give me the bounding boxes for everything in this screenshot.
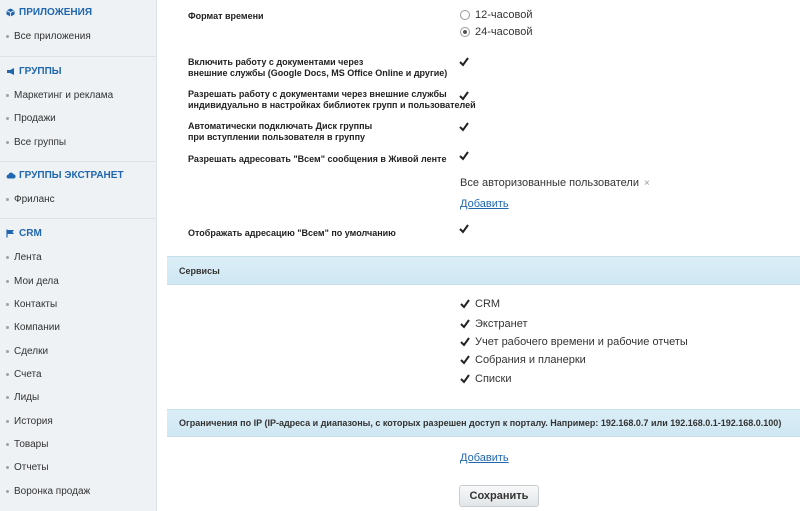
lib-docs-label: Разрешать работу с документами через внешние службы индивидуально в настройках библиотек групп и пользователей <box>188 89 476 110</box>
checkbox-checked-icon[interactable] <box>460 299 470 309</box>
sidebar-item-deals[interactable]: Сделки <box>6 346 48 357</box>
megaphone-icon <box>6 67 15 76</box>
cube-icon <box>6 8 15 17</box>
bullet-icon <box>6 35 9 38</box>
default-all-label: Отображать адресацию "Всем" по умолчанию <box>188 228 396 238</box>
bullet-icon <box>6 94 9 97</box>
add-ip-link[interactable]: Добавить <box>460 452 509 464</box>
time-format-label: Формат времени <box>188 11 264 21</box>
bullet-icon <box>6 326 9 329</box>
bullet-icon <box>6 373 9 376</box>
bullet-icon <box>6 141 9 144</box>
sidebar-section-crm[interactable]: CRM <box>6 228 42 239</box>
bullet-icon <box>6 350 9 353</box>
sidebar-item-sales[interactable]: Продажи <box>6 113 56 124</box>
sidebar-item-contacts[interactable]: Контакты <box>6 299 57 310</box>
sidebar-item-freelance[interactable]: Фриланс <box>6 194 55 205</box>
sidebar-item-reports[interactable]: Отчеты <box>6 462 49 473</box>
bullet-icon <box>6 117 9 120</box>
service-meetings[interactable]: Собрания и планерки <box>460 354 586 366</box>
add-recipient-link[interactable]: Добавить <box>460 198 509 210</box>
sidebar-item-sales-funnel[interactable]: Воронка продаж <box>6 486 90 497</box>
checkbox-checked-icon[interactable] <box>460 319 470 329</box>
sidebar-item-all-groups[interactable]: Все группы <box>6 137 66 148</box>
bullet-icon <box>6 396 9 399</box>
bullet-icon <box>6 303 9 306</box>
sidebar-item-companies[interactable]: Компании <box>6 322 60 333</box>
ip-restrictions-header: Ограничения по IP (IP-адреса и диапазоны, с которых разрешен доступ к порталу. Например: 192.168.0.7 или 192.168.0.1-192.168.0.100) <box>167 409 800 437</box>
remove-tag-icon[interactable]: × <box>643 177 650 189</box>
lib-docs-checkbox[interactable] <box>459 91 469 101</box>
address-all-checkbox[interactable] <box>459 151 469 161</box>
sidebar <box>0 0 157 511</box>
ext-docs-label: Включить работу с документами через внешние службы (Google Docs, MS Office Online и другие) <box>188 57 448 78</box>
bullet-icon <box>6 198 9 201</box>
sidebar-section-apps[interactable]: ПРИЛОЖЕНИЯ <box>6 7 92 18</box>
radio-24h[interactable]: 24-часовой <box>460 26 532 38</box>
disk-checkbox[interactable] <box>459 122 469 132</box>
bullet-icon <box>6 466 9 469</box>
sidebar-item-my-tasks[interactable]: Мои дела <box>6 276 59 287</box>
service-crm[interactable]: CRM <box>460 298 500 310</box>
sidebar-section-extranet[interactable]: ГРУППЫ ЭКСТРАНЕТ <box>6 170 124 181</box>
service-timeman[interactable]: Учет рабочего времени и рабочие отчеты <box>460 336 688 348</box>
checkbox-checked-icon[interactable] <box>460 355 470 365</box>
checkbox-checked-icon[interactable] <box>460 337 470 347</box>
sidebar-section-groups[interactable]: ГРУППЫ <box>6 66 62 77</box>
sidebar-item-history[interactable]: История <box>6 416 53 427</box>
bullet-icon <box>6 256 9 259</box>
bullet-icon <box>6 490 9 493</box>
ext-docs-checkbox[interactable] <box>459 57 469 67</box>
sidebar-item-products[interactable]: Товары <box>6 439 48 450</box>
all-users-tag: Все авторизованные пользователи × <box>460 177 650 189</box>
sidebar-item-marketing[interactable]: Маркетинг и реклама <box>6 90 113 101</box>
address-all-label: Разрешать адресовать "Всем" сообщения в Живой ленте <box>188 154 447 164</box>
divider <box>0 161 157 162</box>
service-extranet[interactable]: Экстранет <box>460 318 527 330</box>
checkbox-checked-icon[interactable] <box>460 374 470 384</box>
divider <box>0 56 157 57</box>
sidebar-item-invoices[interactable]: Счета <box>6 369 42 380</box>
disk-label: Автоматически подключать Диск группы при вступлении пользователя в группу <box>188 121 373 142</box>
service-lists[interactable]: Списки <box>460 373 512 385</box>
radio-12h[interactable]: 12-часовой <box>460 9 532 21</box>
bullet-icon <box>6 443 9 446</box>
save-button[interactable]: Сохранить <box>459 485 539 507</box>
sidebar-item-leads[interactable]: Лиды <box>6 392 39 403</box>
services-header: Сервисы <box>167 256 800 285</box>
bullet-icon <box>6 280 9 283</box>
cloud-icon <box>6 171 15 180</box>
radio-icon[interactable] <box>460 10 470 20</box>
default-all-checkbox[interactable] <box>459 224 469 234</box>
divider <box>0 218 157 219</box>
sidebar-item-feed[interactable]: Лента <box>6 252 42 263</box>
flag-icon <box>6 229 15 238</box>
bullet-icon <box>6 420 9 423</box>
radio-selected-icon[interactable] <box>460 27 470 37</box>
sidebar-item-all-apps[interactable]: Все приложения <box>6 31 91 42</box>
